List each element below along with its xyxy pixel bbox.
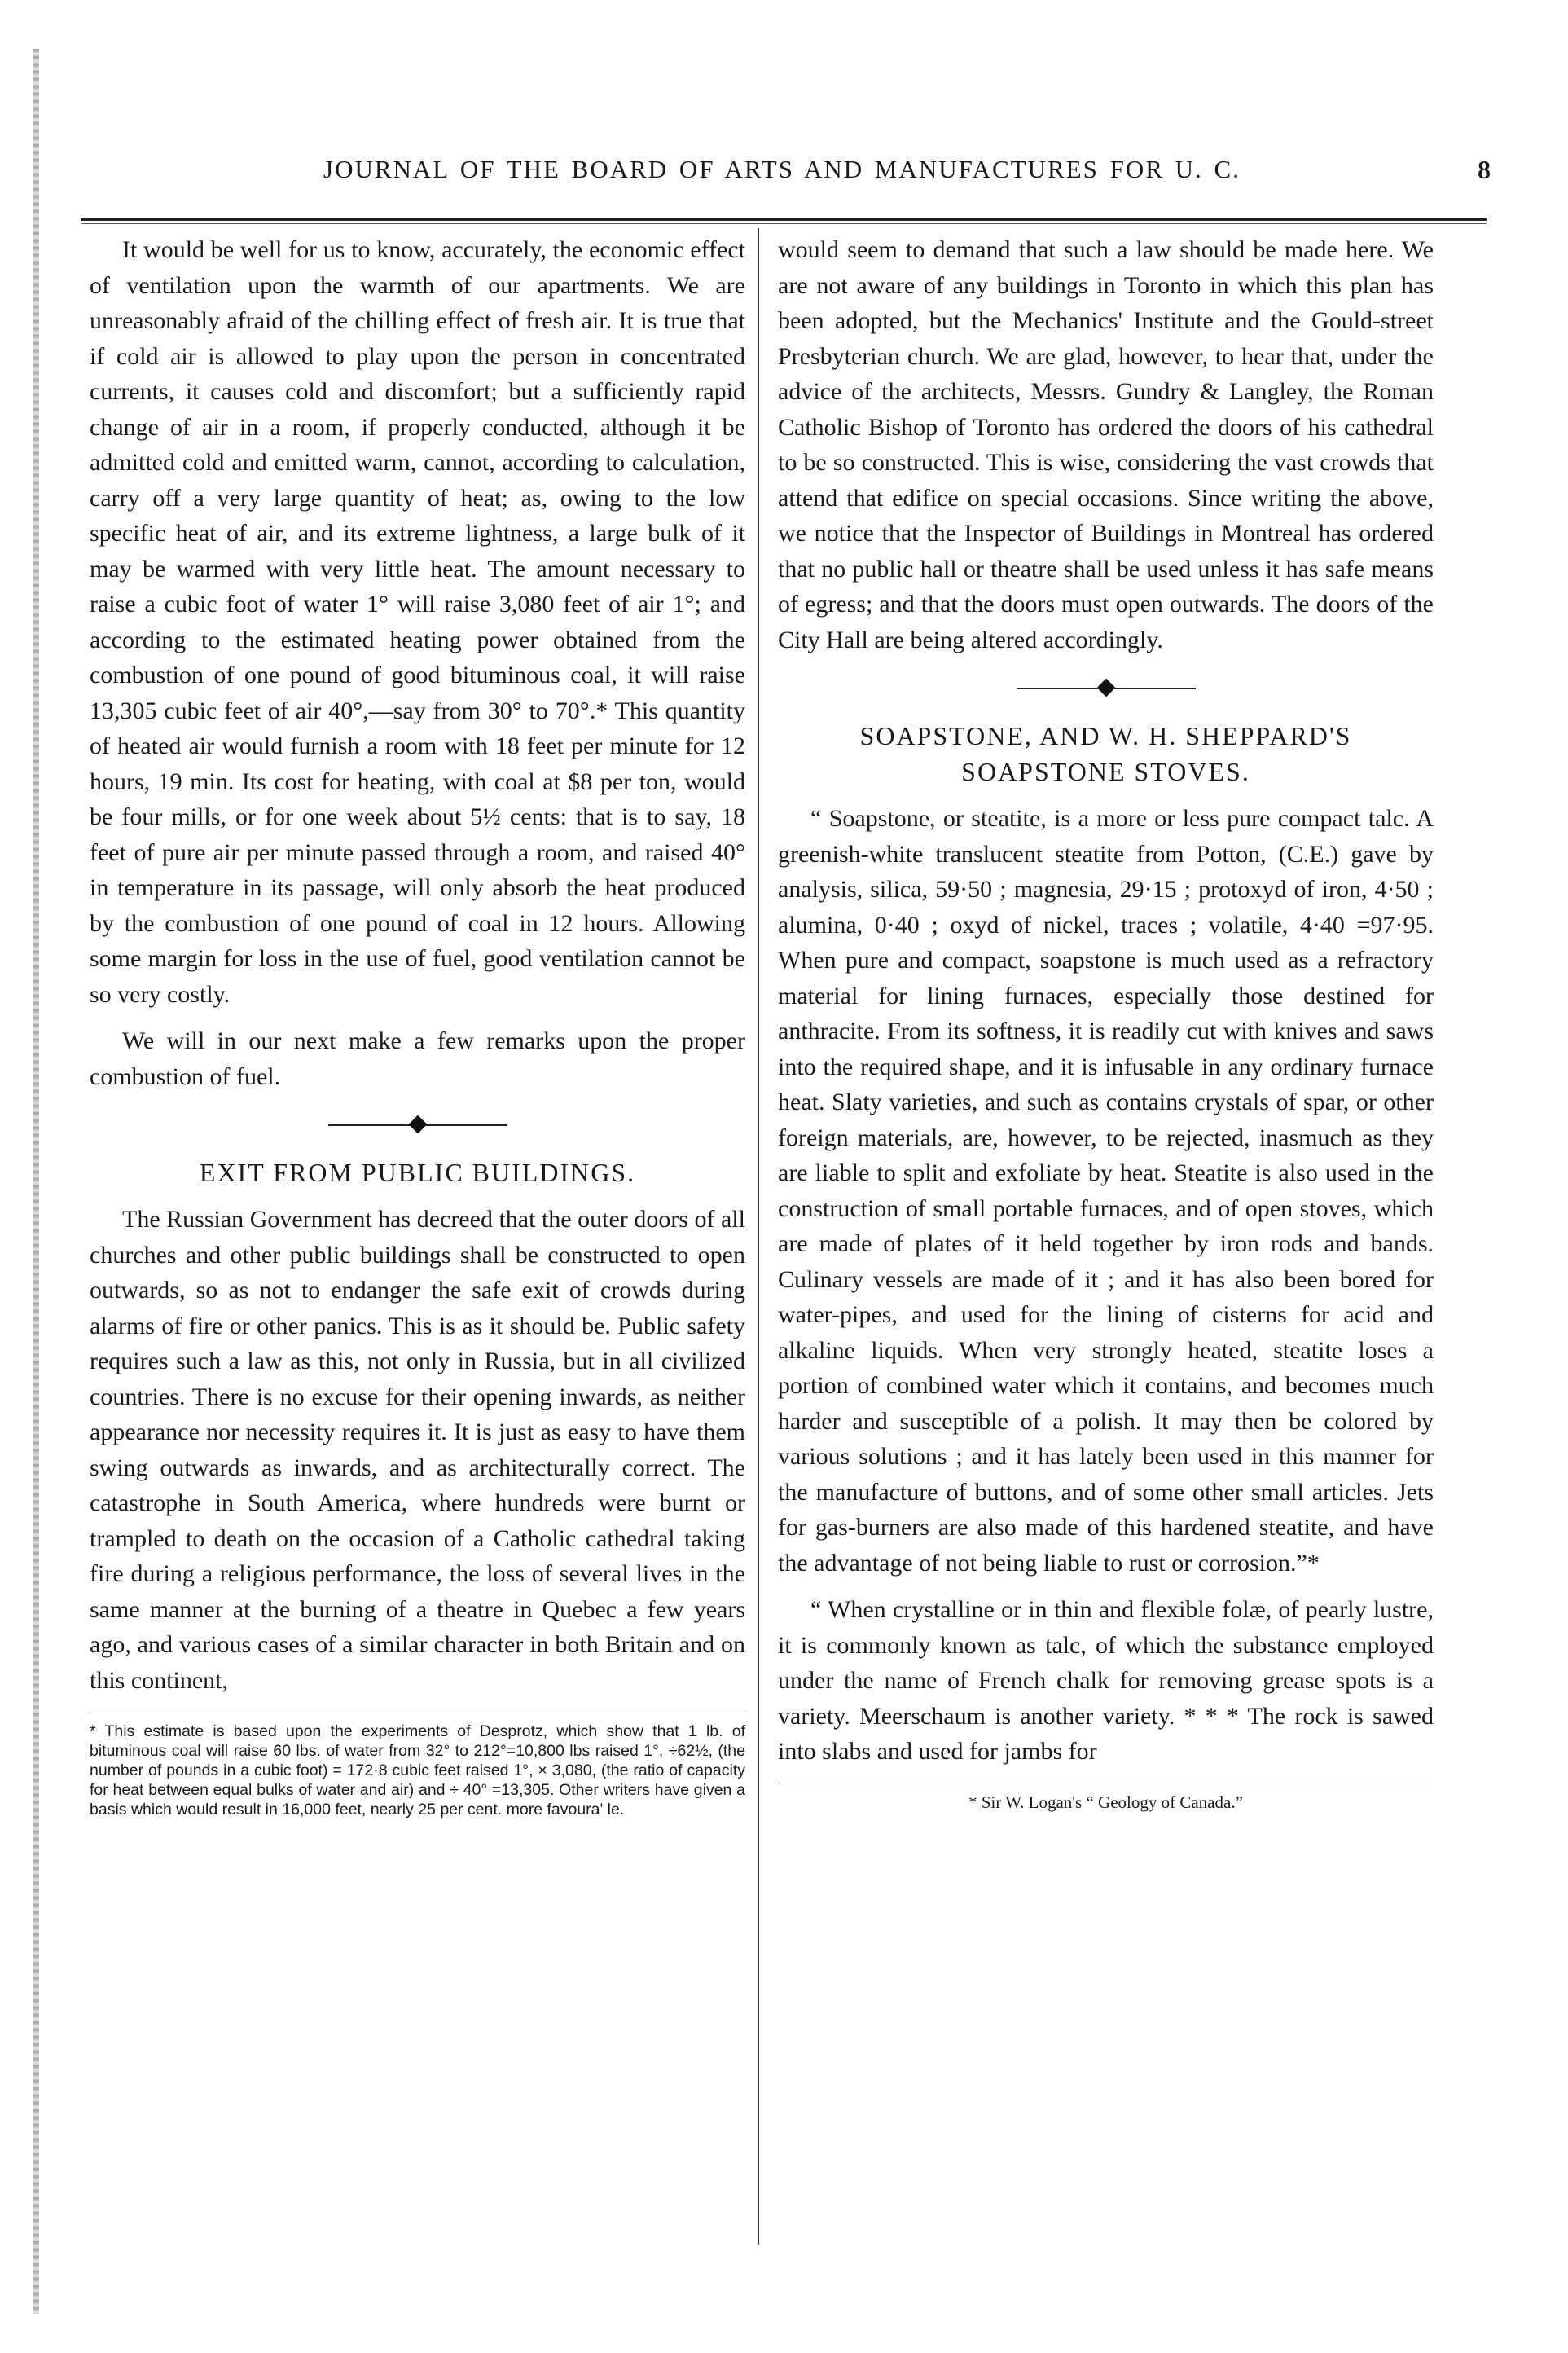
soapstone-paragraph-talc: “ When crystalline or in thin and flexible folæ, of pearly lustre, it is commonly known as talc, of which the substance employed under the name of French chalk for removing grease spots is a variety. Meerschaum is another variety. * * * The rock is sawed into slabs and used for jambs for <box>778 1596 1434 1765</box>
ventilation-closing-paragraph: We will in our next make a few remarks upon the proper combustion of fuel. <box>90 1027 745 1090</box>
section-ornament <box>778 672 1434 705</box>
header-rule <box>81 218 1487 221</box>
exit-heading: EXIT FROM PUBLIC BUILDINGS. <box>199 1158 636 1187</box>
right-column <box>778 232 1434 1813</box>
exit-continued-paragraph: would seem to demand that such a law should be made here. We are not aware of any buildings in Toronto in which this plan has been adopted, but the Mechanics' Institute and the Gould-street Presbyterian church. We are glad, however, to hear that, under the advice of the architects, Messrs. Gundry & Langley, the Roman Catholic Bishop of Toronto has ordered the doors of his cathedral to be so constructed. This is wise, considering the vast crowds that attend that edifice on special occasions. Since writing the above, we notice that the Inspector of Buildings in Montreal has ordered that no public hall or theatre shall be used unless it has safe means of egress; and that the doors must open outwards. The doors of the City Hall are being altered accordingly. <box>778 236 1434 653</box>
soapstone-paragraph: “ Soapstone, or steatite, is a more or less pure compact talc. A greenish-white translucent steatite from Potton, (C.E.) gave by analysis, silica, 59·50 ; magnesia, 29·15 ; protoxyd of iron, 4·50 ; alumina, 0·40 ; oxyd of nickel, traces ; volatile, 4·40 =97·95. When pure and compact, soapstone is much used as a refractory material for lining furnaces, especially those destined for anthracite. From its softness, it is readily cut with knives and saws into the required shape, and it is infusable in any ordinary furnace heat. Slaty varieties, and such as contains crystals of spar, or other foreign materials, are, however, to be rejected, inasmuch as they are liable to split and exfoliate by heat. Steatite is also used in the construction of small portable furnaces, and of open stoves, which are made of plates of it held together by iron rods and bands. Culinary vessels are made of it ; and it has also been bored for water-pipes, and used for the lining of cisterns for acid and alkaline liquids. When very strongly heated, steatite loses a portion of combined water which it contains, and becomes much harder and susceptible of a polish. It may then be colored by various solutions ; and it has lately been used in this manner for the manufacture of buttons, and of some other small articles. Jets for gas-burners are also made of this hardened steatite, and have the advantage of not being liable to rust or corrosion.”* <box>778 805 1434 1577</box>
exit-paragraph: The Russian Government has decreed that the outer doors of all churches and other public buildings shall be constructed to open outwards, so as not to endanger the safe exit of crowds during alarms of fire or other panics. This is as it should be. Public safety requires such a law as this, not only in Russia, but in all civilized countries. There is no excuse for their opening inwards, as neither appearance nor necessity requires it. It is just as easy to have them swing outwards as inwards, and as architecturally correct. The catastrophe in South America, where hundreds were burnt or trampled to death on the occasion of a Catholic cathedral taking fire during a religious performance, the loss of several lives in the same manner at the burning of a theatre in Quebec a few years ago, and various cases of a similar character in both Britain and on this continent, <box>90 1206 745 1694</box>
right-footnote: * Sir W. Logan's “ Geology of Canada.” <box>968 1792 1243 1812</box>
binding-edge <box>33 49 39 2314</box>
journal-title: JOURNAL OF THE BOARD OF ARTS AND MANUFACTURES FOR U. C. <box>323 155 1241 183</box>
left-column <box>90 232 745 1819</box>
diamond-ornament-icon <box>408 1115 427 1134</box>
section-ornament <box>90 1109 745 1141</box>
column-divider <box>758 228 759 2245</box>
diamond-ornament-icon <box>1096 679 1115 697</box>
left-footnote: * This estimate is based upon the experiments of Desprotz, which show that 1 lb. of bituminous coal will raise 60 lbs. of water from 32° to 212°=10,800 lbs raised 1°, ÷62½, (the number of pounds in a cubic foot) = 172·8 cubic feet raised 1°, × 3,080, (the ratio of capacity for heat between equal bulks of water and air) and ÷ 40° =13,305. Other writers have given a basis which would result in 16,000 feet, nearly 25 per cent. more favoura' le. <box>90 1722 745 1819</box>
ventilation-paragraph: It would be well for us to know, accurately, the economic effect of ventilation upon the warmth of our apartments. We are unreasonably afraid of the chilling effect of fresh air. It is true that if cold air is allowed to play upon the person in concentrated currents, it causes cold and discomfort; but a sufficiently rapid change of air in a room, if properly conducted, although it be admitted cold and emitted warm, cannot, according to calculation, carry off a very large quantity of heat; as, owing to the low specific heat of air, and its extreme lightness, a large bulk of it may be warmed with very little heat. The amount necessary to raise a cubic foot of water 1° will raise 3,080 feet of air 1°; and according to the estimated heating power obtained from the combustion of one pound of good bituminous coal, it will raise 13,305 cubic feet of air 40°,—say from 30° to 70°.* This quantity of heated air would furnish a room with 18 feet per minute for 12 hours, 19 min. Its cost for heating, with coal at $8 per ton, would be four mills, or for one week about 5½ cents: that is to say, 18 feet of pure air per minute passed through a room, and raised 40° in temperature in its passage, will only absorb the heat produced by the combustion of one pound of coal in 12 hours. Allowing some margin for loss in the use of fuel, good ventilation cannot be so very costly. <box>90 236 745 1008</box>
header-rule-thin <box>81 223 1487 224</box>
soapstone-heading: SOAPSTONE, AND W. H. SHEPPARD'S SOAPSTONE STOVES. <box>859 721 1352 786</box>
running-head <box>73 148 1491 197</box>
page-number: 8 <box>1478 155 1491 184</box>
